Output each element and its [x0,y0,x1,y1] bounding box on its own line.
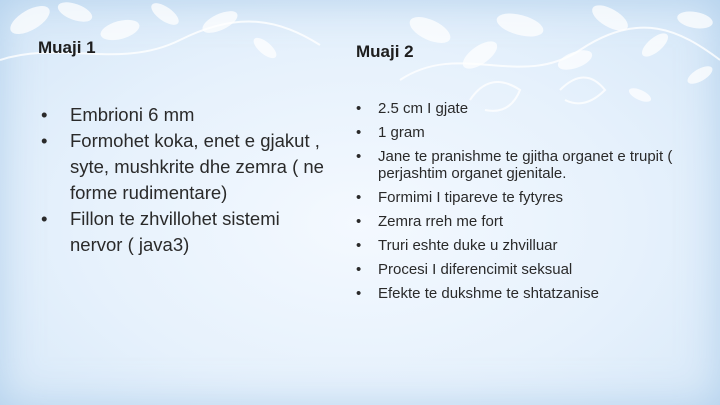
list-item: • Zemra rreh me fort [352,213,682,230]
month-2-heading: Muaji 2 [356,42,414,61]
list-item: • Fillon te zhvillohet sistemi nervor ( java3) [36,206,326,258]
list-item: • 2.5 cm I gjate [352,100,682,117]
list-item: • Embrioni 6 mm [36,102,326,128]
list-item: • Formohet koka, enet e gjakut , syte, mushkrite dhe zemra ( ne forme rudimentare) [36,128,326,206]
list-item: • Procesi I diferencimit seksual [352,261,682,278]
month-2-list [352,100,682,309]
list-item: • 1 gram [352,124,682,141]
list-item: • Jane te pranishme te gjitha organet e trupit ( perjashtim organet gjenitale. [352,148,682,182]
list-item: • Formimi I tipareve te fytyres [352,189,682,206]
month-1-heading: Muaji 1 [38,38,96,57]
list-item: • Truri eshte duke u zhvilluar [352,237,682,254]
list-item: • Efekte te dukshme te shtatzanise [352,285,682,302]
month-1-list [36,102,326,258]
